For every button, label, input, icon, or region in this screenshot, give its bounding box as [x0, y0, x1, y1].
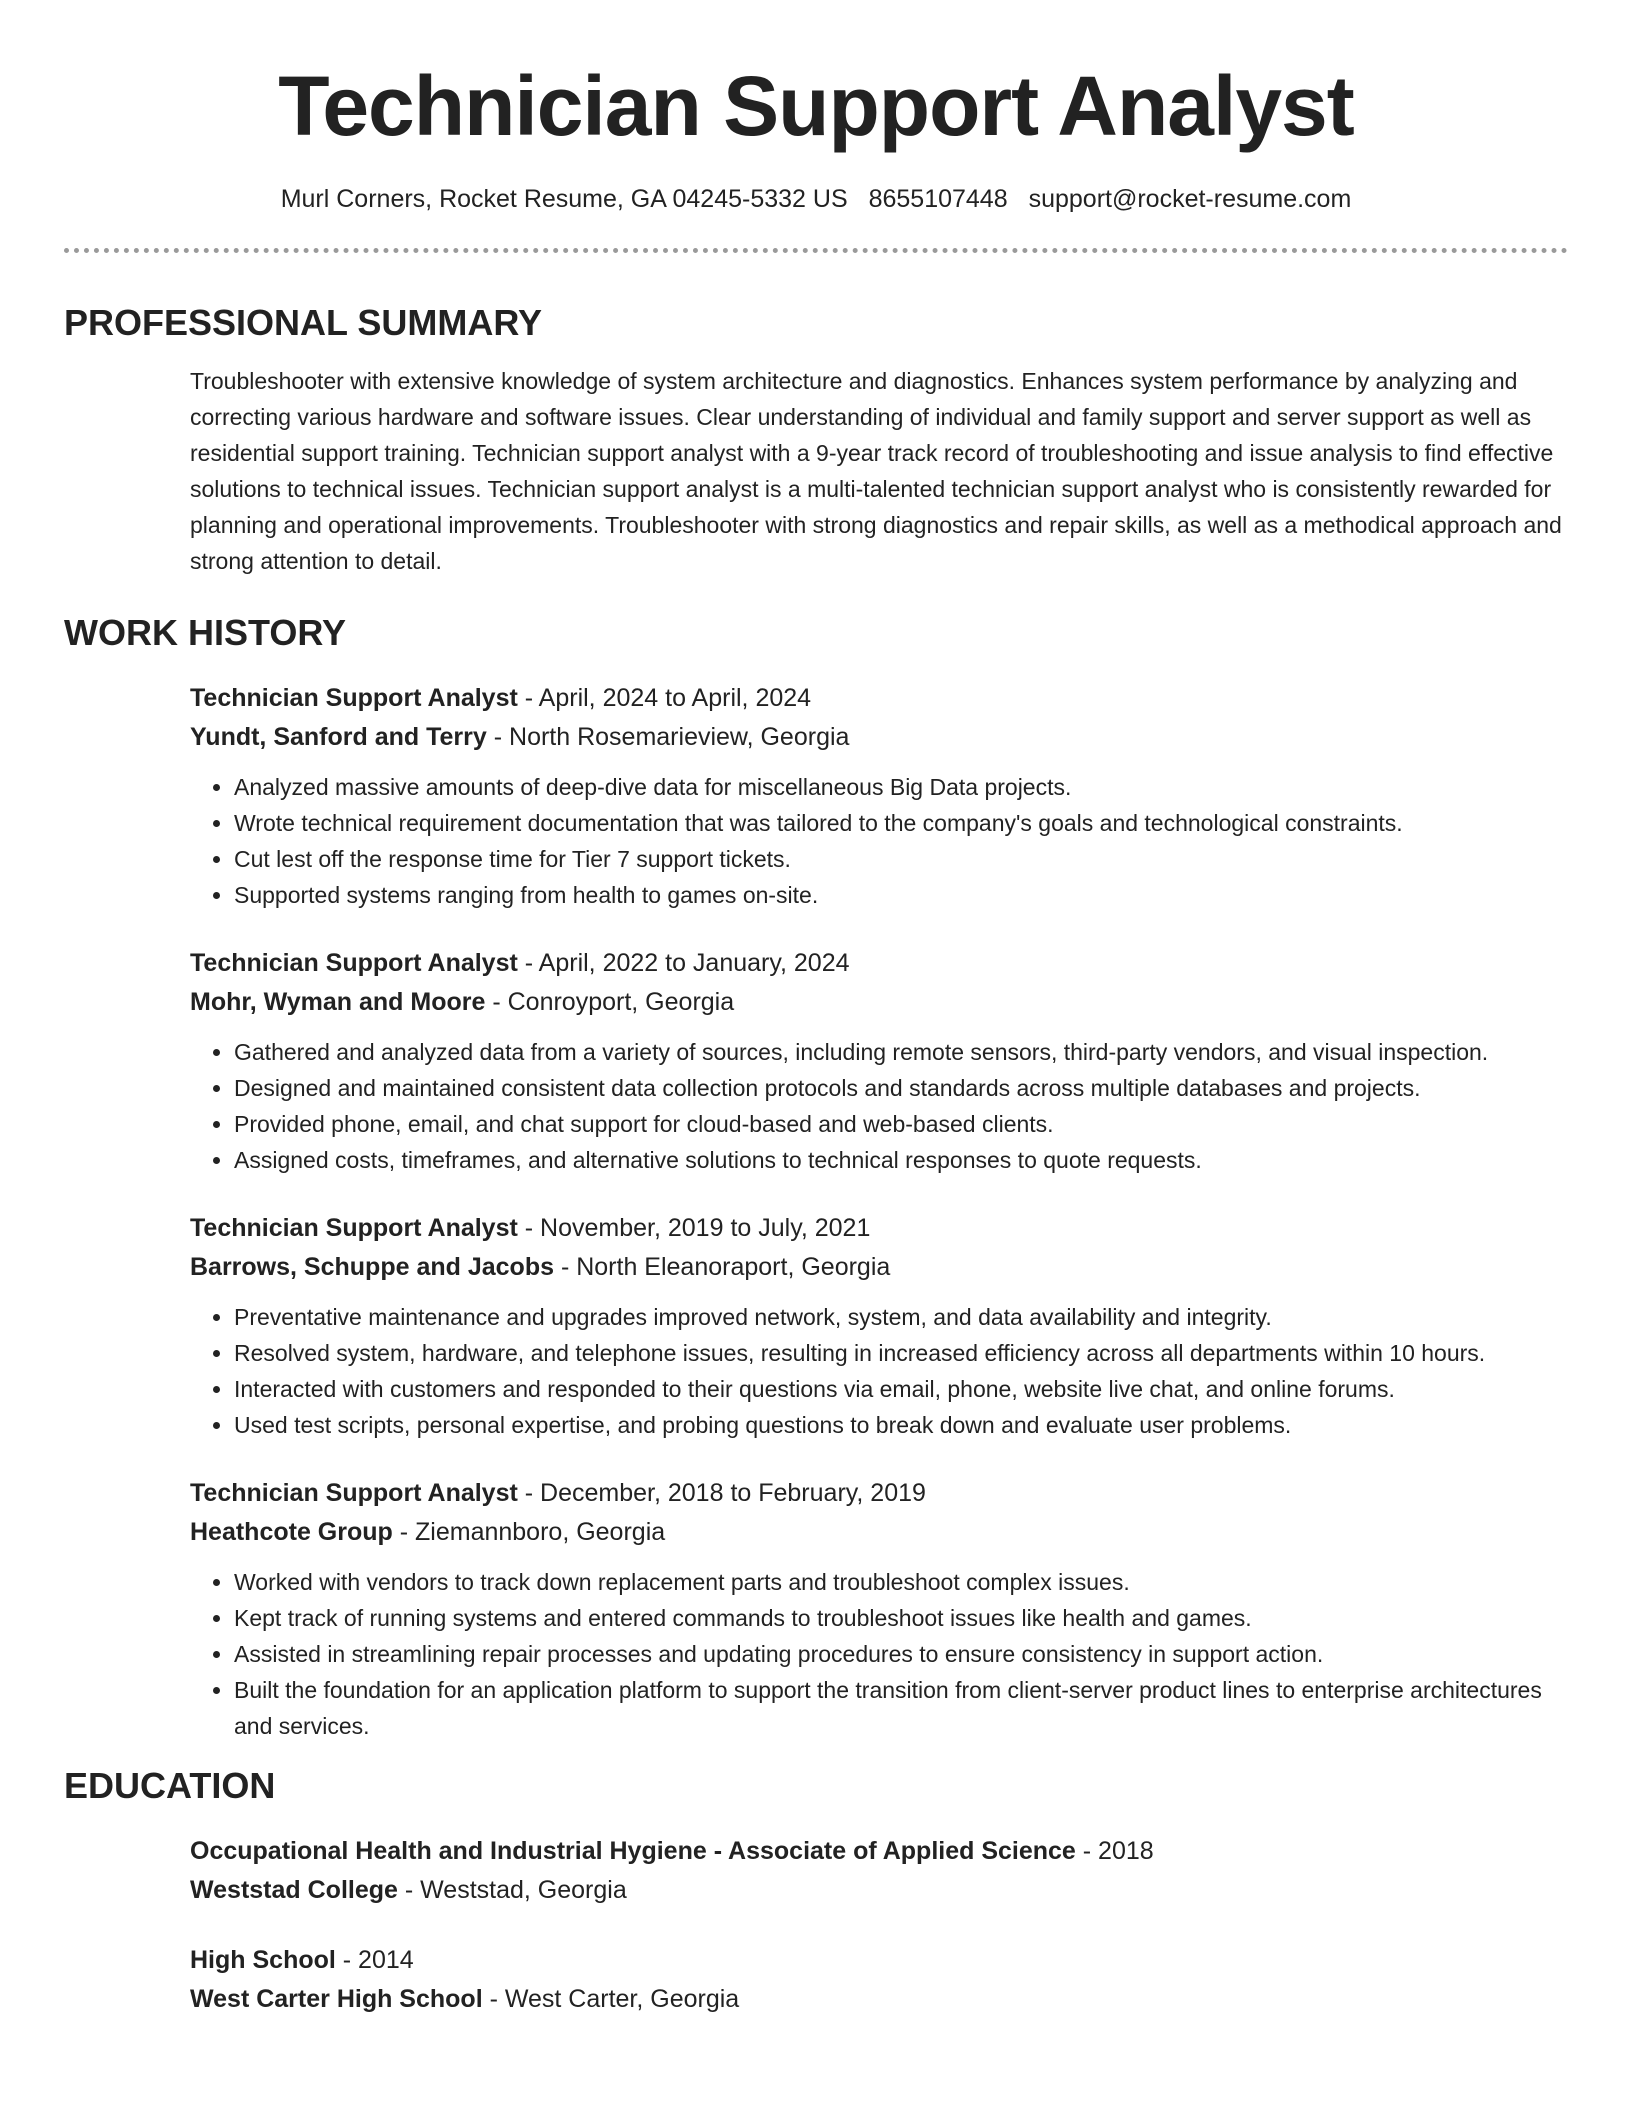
job-company-line	[190, 1248, 1568, 1287]
resume-title: Technician Support Analyst	[278, 59, 1354, 153]
education-degree: Occupational Health and Industrial Hygiene - Associate of Applied Science	[190, 1837, 1076, 1865]
job-entry	[190, 1209, 1568, 1443]
job-bullet: • Assisted in streamlining repair processes and updating procedures to ensure consistency in support action.	[234, 1636, 1568, 1672]
job-bullets	[190, 1034, 1568, 1178]
job-title-line	[190, 944, 1568, 983]
job-bullet: • Wrote technical requirement documentation that was tailored to the company's goals and technological constraints.	[234, 805, 1568, 841]
job-location: - North Rosemarieview, Georgia	[486, 723, 850, 751]
job-bullet: • Interacted with customers and responded to their questions via email, phone, website live chat, and online forums.	[234, 1371, 1568, 1407]
job-company: Barrows, Schuppe and Jacobs	[190, 1253, 554, 1281]
job-bullets	[190, 769, 1568, 913]
education-location: - Weststad, Georgia	[397, 1876, 627, 1904]
job-bullet: • Kept track of running systems and entered commands to troubleshoot issues like health and games.	[234, 1600, 1568, 1636]
education-degree-line	[190, 1941, 1568, 1980]
job-entry	[190, 944, 1568, 1178]
education-year: - 2018	[1075, 1837, 1154, 1865]
job-title: Technician Support Analyst	[190, 949, 518, 977]
education-section	[64, 1764, 1568, 2019]
education-degree: High School	[190, 1946, 336, 1974]
job-bullet: • Used test scripts, personal expertise, and probing questions to break down and evaluate user problems.	[234, 1407, 1568, 1443]
contact-phone: 8655107448	[868, 185, 1008, 213]
education-school: Weststad College	[190, 1876, 398, 1904]
contact-line	[64, 182, 1568, 216]
job-company: Yundt, Sanford and Terry	[190, 723, 487, 751]
job-title: Technician Support Analyst	[190, 1214, 518, 1242]
job-title-line	[190, 679, 1568, 718]
job-location: - Conroyport, Georgia	[485, 988, 735, 1016]
job-company-line	[190, 983, 1568, 1022]
job-company: Heathcote Group	[190, 1518, 393, 1546]
job-title-line	[190, 1474, 1568, 1513]
education-entry	[190, 1941, 1568, 2019]
job-dates: - April, 2024 to April, 2024	[517, 684, 812, 712]
work-history-section	[64, 611, 1568, 1744]
job-dates: - November, 2019 to July, 2021	[517, 1214, 871, 1242]
education-degree-line	[190, 1832, 1568, 1871]
job-location: - Ziemannboro, Georgia	[392, 1518, 666, 1546]
education-location: - West Carter, Georgia	[482, 1985, 740, 2013]
job-bullets	[190, 1299, 1568, 1443]
job-company-line	[190, 1513, 1568, 1552]
education-school-line	[190, 1980, 1568, 2019]
job-dates: - April, 2022 to January, 2024	[517, 949, 850, 977]
header-divider	[64, 248, 1568, 253]
job-bullet: • Worked with vendors to track down replacement parts and troubleshoot complex issues.	[234, 1564, 1568, 1600]
job-bullet: • Cut lest off the response time for Tier 7 support tickets.	[234, 841, 1568, 877]
job-bullet: • Designed and maintained consistent data collection protocols and standards across multiple databases and projects.	[234, 1070, 1568, 1106]
job-title-line	[190, 1209, 1568, 1248]
resume-page	[64, 0, 1568, 2019]
contact-email: support@rocket-resume.com	[1028, 185, 1352, 213]
education-school: West Carter High School	[190, 1985, 483, 2013]
job-title: Technician Support Analyst	[190, 1479, 518, 1507]
education-year: - 2014	[335, 1946, 414, 1974]
job-bullet: • Resolved system, hardware, and telephone issues, resulting in increased efficiency across all departments within 10 hours.	[234, 1335, 1568, 1371]
job-bullet: • Built the foundation for an application platform to support the transition from client-server product lines to enterprise architectures and services.	[234, 1672, 1568, 1744]
section-title-work: WORK HISTORY	[64, 612, 347, 653]
job-bullet: • Provided phone, email, and chat support for cloud-based and web-based clients.	[234, 1106, 1568, 1142]
education-school-line	[190, 1871, 1568, 1910]
education-entry	[190, 1832, 1568, 1910]
section-title-education: EDUCATION	[64, 1765, 276, 1806]
job-company-line	[190, 718, 1568, 757]
job-bullet: • Supported systems ranging from health to games on-site.	[234, 877, 1568, 913]
summary-text: Troubleshooter with extensive knowledge of system architecture and diagnostics. Enhances system performance by analyzing and correcting various hardware and software issues. Clear understanding of individual and family support and server support as well as residential support training. Technician support analyst with a 9-year track record of troubleshooting and issue analysis to find effective solutions to technical issues. Technician support analyst is a multi-talented technician support analyst who is consistently rewarded for planning and operational improvements. Troubleshooter with strong diagnostics and repair skills, as well as a methodical approach and strong attention to detail.	[190, 368, 1562, 574]
job-location: - North Eleanoraport, Georgia	[554, 1253, 891, 1281]
summary-section	[64, 301, 1568, 579]
job-bullet: • Gathered and analyzed data from a variety of sources, including remote sensors, third-party vendors, and visual inspection.	[234, 1034, 1568, 1070]
job-bullets	[190, 1564, 1568, 1744]
job-bullet: • Preventative maintenance and upgrades improved network, system, and data availability and integrity.	[234, 1299, 1568, 1335]
job-bullet: • Assigned costs, timeframes, and alternative solutions to technical responses to quote requests.	[234, 1142, 1568, 1178]
job-title: Technician Support Analyst	[190, 684, 518, 712]
section-title-summary: PROFESSIONAL SUMMARY	[64, 302, 543, 343]
job-entry	[190, 1474, 1568, 1744]
job-company: Mohr, Wyman and Moore	[190, 988, 486, 1016]
job-bullet: • Analyzed massive amounts of deep-dive data for miscellaneous Big Data projects.	[234, 769, 1568, 805]
job-dates: - December, 2018 to February, 2019	[517, 1479, 926, 1507]
contact-address: Murl Corners, Rocket Resume, GA 04245-5332 US	[280, 185, 848, 213]
job-entry	[190, 679, 1568, 913]
